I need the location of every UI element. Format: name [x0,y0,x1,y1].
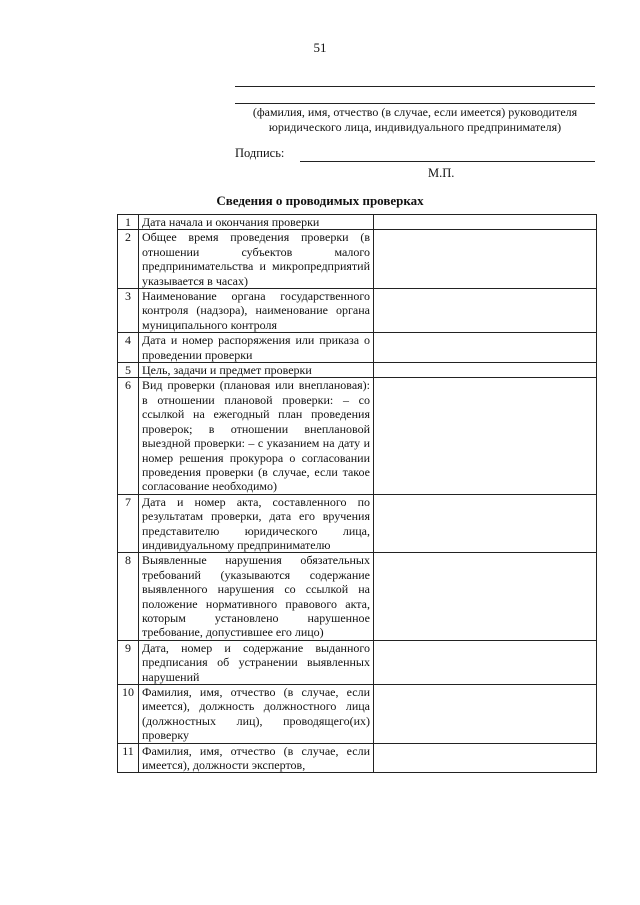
row-value-cell[interactable] [374,494,597,553]
row-description: Фамилия, имя, отчество (в случае, если имеется), должности экспертов, [139,743,374,773]
row-number: 10 [118,685,139,744]
row-number: 8 [118,553,139,640]
name-line-bottom [235,103,595,104]
row-description: Дата и номер распоряжения или приказа о проведении проверки [139,333,374,363]
row-number: 2 [118,230,139,289]
signature-line [300,161,595,162]
table-row [118,553,597,640]
row-description: Дата и номер акта, составленного по результатам проверки, дата его вручения представителю юридического лица, индивидуальному предпринимателю [139,494,374,553]
row-value-cell[interactable] [374,640,597,684]
signature-caption: (фамилия, имя, отчество (в случае, если имеется) руководителя юридического лица, индивидуального предпринимателя) [252,105,578,134]
row-value-cell[interactable] [374,289,597,333]
row-number: 7 [118,494,139,553]
table-row [118,230,597,289]
row-number: 4 [118,333,139,363]
row-number: 5 [118,363,139,378]
row-number: 1 [118,215,139,230]
signature-label: Подпись: [235,146,285,160]
section-title: Сведения о проводимых проверках [216,193,424,208]
row-value-cell[interactable] [374,378,597,494]
name-line-top [235,86,595,87]
table-row [118,289,597,333]
seal-label: М.П. [428,166,455,180]
row-value-cell[interactable] [374,743,597,773]
row-number: 11 [118,743,139,773]
row-description: Дата начала и окончания проверки [139,215,374,230]
page-number: 51 [313,40,327,55]
row-description: Цель, задачи и предмет проверки [139,363,374,378]
table-row [118,215,597,230]
row-number: 9 [118,640,139,684]
table-row [118,333,597,363]
row-value-cell[interactable] [374,685,597,744]
row-value-cell[interactable] [374,230,597,289]
row-description: Наименование органа государственного контроля (надзора), наименование органа муниципального контроля [139,289,374,333]
row-description: Выявленные нарушения обязательных требований (указываются содержание выявленного нарушения со ссылкой на положение нормативного правового акта, которым установлено нарушенное требование, допустившее его лицо) [139,553,374,640]
row-number: 3 [118,289,139,333]
row-description: Вид проверки (плановая или внеплановая): в отношении плановой проверки: – со ссылкой на ежегодный план проведения проверок; в отношении внеплановой выездной проверки: – с указанием на дату и номер решения прокурора о согласовании проведения проверки (в случае, если такое согласование необходимо) [139,378,374,494]
row-description: Дата, номер и содержание выданного предписания об устранении выявленных нарушений [139,640,374,684]
row-description: Общее время проведения проверки (в отношении субъектов малого предпринимательства и микропредприятий указывается в часах) [139,230,374,289]
table-row [118,640,597,684]
table-row [118,494,597,553]
table-row [118,378,597,494]
table-row [118,685,597,744]
table-row [118,363,597,378]
inspections-table [117,214,597,773]
row-description: Фамилия, имя, отчество (в случае, если имеется), должность должностного лица (должностных лиц), проводящего(их) проверку [139,685,374,744]
table-row [118,743,597,773]
row-value-cell[interactable] [374,553,597,640]
row-number: 6 [118,378,139,494]
row-value-cell[interactable] [374,363,597,378]
row-value-cell[interactable] [374,333,597,363]
row-value-cell[interactable] [374,215,597,230]
